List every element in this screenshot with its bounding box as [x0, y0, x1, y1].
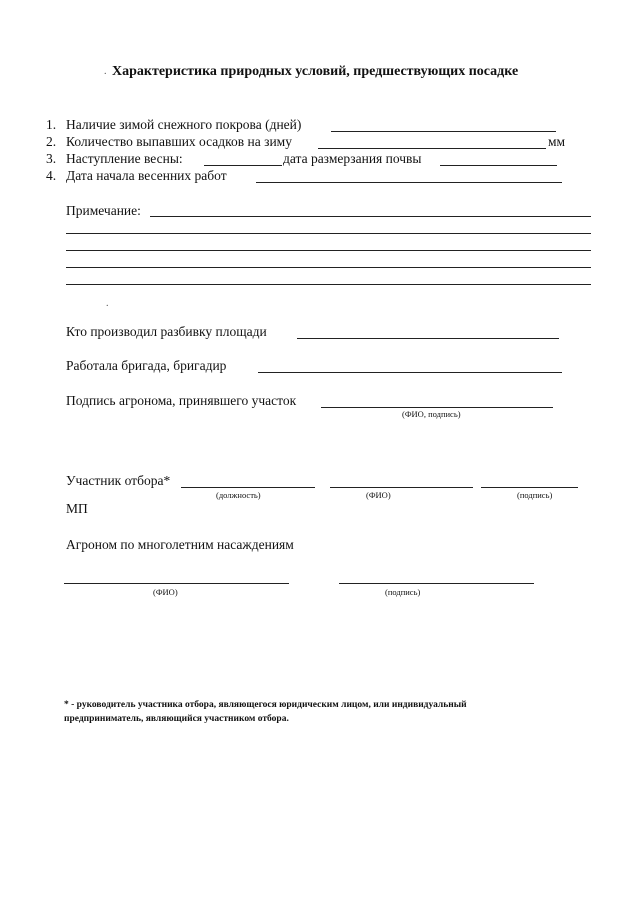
stray-dot-2: .: [106, 298, 109, 309]
note-line-2[interactable]: [66, 233, 591, 234]
participant-signature-field[interactable]: [481, 487, 578, 488]
item-1-number: 1.: [46, 117, 57, 132]
soil-thaw-date-field[interactable]: [440, 165, 557, 166]
item-2-label: Количество выпавших осадков на зиму: [66, 134, 292, 149]
note-label: Примечание:: [66, 203, 141, 218]
participant-signature-caption: (подпись): [517, 490, 553, 500]
item-2-unit: мм: [548, 134, 566, 149]
perennial-agronomist-name-caption: (ФИО): [153, 587, 178, 597]
item-3-label: Наступление весны:: [66, 151, 183, 166]
spring-onset-field[interactable]: [204, 165, 282, 166]
participant-position-field[interactable]: [181, 487, 315, 488]
participant-position-caption: (должность): [216, 490, 261, 500]
layout-by-field[interactable]: [297, 338, 559, 339]
page-title: Характеристика природных условий, предшествующих посадке: [112, 64, 519, 79]
precipitation-field[interactable]: [318, 148, 546, 149]
participant-name-caption: (ФИО): [366, 490, 391, 500]
participant-label: Участник отбора*: [66, 473, 171, 488]
spring-works-date-field[interactable]: [256, 182, 562, 183]
note-line-1[interactable]: [150, 216, 591, 217]
item-3-number: 3.: [46, 151, 57, 166]
footnote: * - руководитель участника отбора, являющегося юридическим лицом, или индивидуальный предприниматель, являющийся участником отбора.: [64, 700, 467, 724]
item-2-number: 2.: [46, 134, 57, 149]
item-4-label: Дата начала весенних работ: [66, 168, 227, 183]
seal-label: МП: [66, 501, 88, 516]
agronomist-signature-label: Подпись агронома, принявшего участок: [66, 393, 297, 408]
item-4-number: 4.: [46, 168, 57, 183]
brigade-label: Работала бригада, бригадир: [66, 358, 227, 373]
agronomist-signature-caption: (ФИО, подпись): [402, 409, 461, 419]
perennial-agronomist-label: Агроном по многолетним насаждениям: [66, 537, 294, 552]
agronomist-signature-field[interactable]: [321, 407, 553, 408]
participant-name-field[interactable]: [330, 487, 473, 488]
item-1-label: Наличие зимой снежного покрова (дней): [66, 117, 302, 132]
snow-cover-days-field[interactable]: [331, 131, 556, 132]
stray-dot: .: [104, 66, 107, 77]
brigade-field[interactable]: [258, 372, 562, 373]
perennial-agronomist-name-field[interactable]: [64, 583, 289, 584]
perennial-agronomist-signature-field[interactable]: [339, 583, 534, 584]
perennial-agronomist-signature-caption: (подпись): [385, 587, 421, 597]
note-line-3[interactable]: [66, 250, 591, 251]
note-line-5[interactable]: [66, 284, 591, 285]
item-3-label-2: дата размерзания почвы: [283, 151, 422, 166]
note-line-4[interactable]: [66, 267, 591, 268]
layout-by-label: Кто производил разбивку площади: [66, 324, 267, 339]
